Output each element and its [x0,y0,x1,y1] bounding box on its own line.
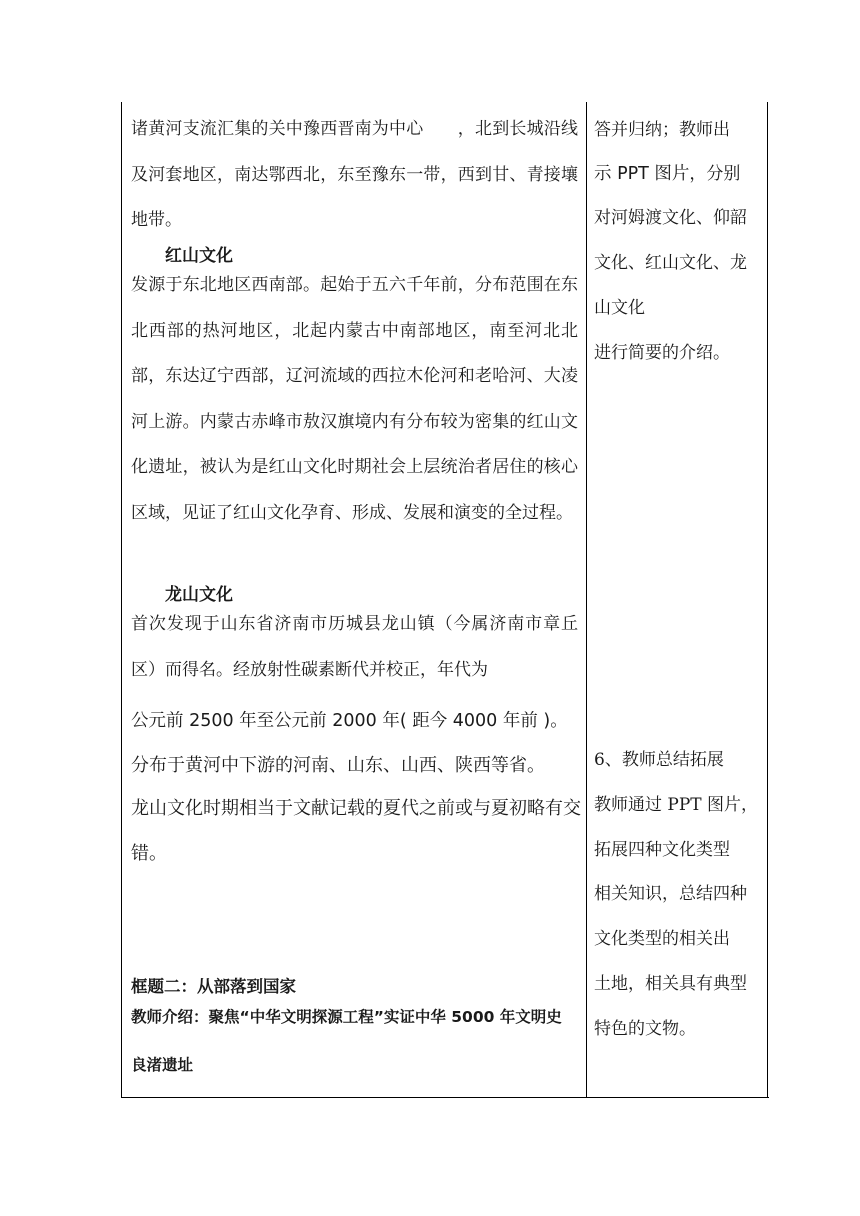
step-6-line: 拓展四种文化类型 [594,840,730,860]
step-6-title: 6、教师总结拓展 [594,750,724,770]
teacher-intro: 教师介绍：聚焦“中华文明探源工程”实证中华 5000 年文明史 [131,1008,562,1026]
liangzhu-site-label: 良渚遗址 [131,1056,194,1074]
step-6-line: 相关知识，总结四种 [594,884,747,904]
table-right-border [767,102,768,1098]
table-column-divider [586,102,587,1098]
teacher-activity-text: ，分别 [689,164,741,184]
step-6-line: 教师通过 PPT 图片， [594,795,759,815]
teacher-activity-line: 山文化 [594,298,645,318]
teacher-activity-line: 文化、红山文化、龙 [594,253,747,273]
teacher-activity-text-a: 答并归纳； [594,120,679,140]
step-6-line: 土地，相关具有典型 [594,974,747,994]
teacher-activity-line: 对河姆渡文化、仰韶 [594,208,747,228]
hongshan-culture-heading: 红山文化 [165,246,233,266]
longshan-distribution-line: 分布于黄河中下游的河南、山东、山西、陕西等省。 [131,755,545,776]
step-6-line: 文化类型的相关出 [594,929,730,949]
longshan-dating-line: 公元前 2500 年至公元前 2000 年( 距今 4000 年前 )。 [131,711,568,731]
step-6-line: 特色的文物。 [594,1019,696,1039]
longshan-xia-paragraph: 龙山文化时期相当于文献记载的夏代之前或与夏初略有交错。 [131,798,581,864]
teacher-activity-line [594,120,730,140]
longshan-culture-paragraph: 首次发现于山东省济南市历城县龙山镇（今属济南市章丘区）而得名。经放射性碳素断代并校正，年代为 [131,614,578,680]
longshan-culture-heading: 龙山文化 [165,585,233,605]
teacher-activity-line: 进行简要的介绍。 [594,343,730,363]
table-left-border [121,102,122,1098]
teacher-activity-line [594,164,740,184]
teacher-activity-text-b: 教师出 [679,120,730,140]
table-bottom-border [121,1097,769,1098]
yangshao-region-paragraph: 诸黄河支流汇集的关中豫西晋南为中心 ，北到长城沿线及河套地区，南达鄂西北，东至豫东一带，西到甘、青接壤地带。 [131,119,578,230]
ppt-images-text: 示 PPT 图片 [594,164,690,184]
hongshan-culture-paragraph: 发源于东北地区西南部。起始于五六千年前，分布范围在东北西部的热河地区，北起内蒙古中南部地区，南至河北北部，东达辽宁西部，辽河流域的西拉木伦河和老哈河、大凌河上游。内蒙古赤峰市敖汉旗境内有分布较为密集的红山文化遗址，被认为是红山文化时期社会上层统治者居住的核心区域，见证了红山文化孕育、形成、发展和演变的全过程。 [131,275,578,523]
frame-two-title: 框题二：从部落到国家 [131,977,296,996]
